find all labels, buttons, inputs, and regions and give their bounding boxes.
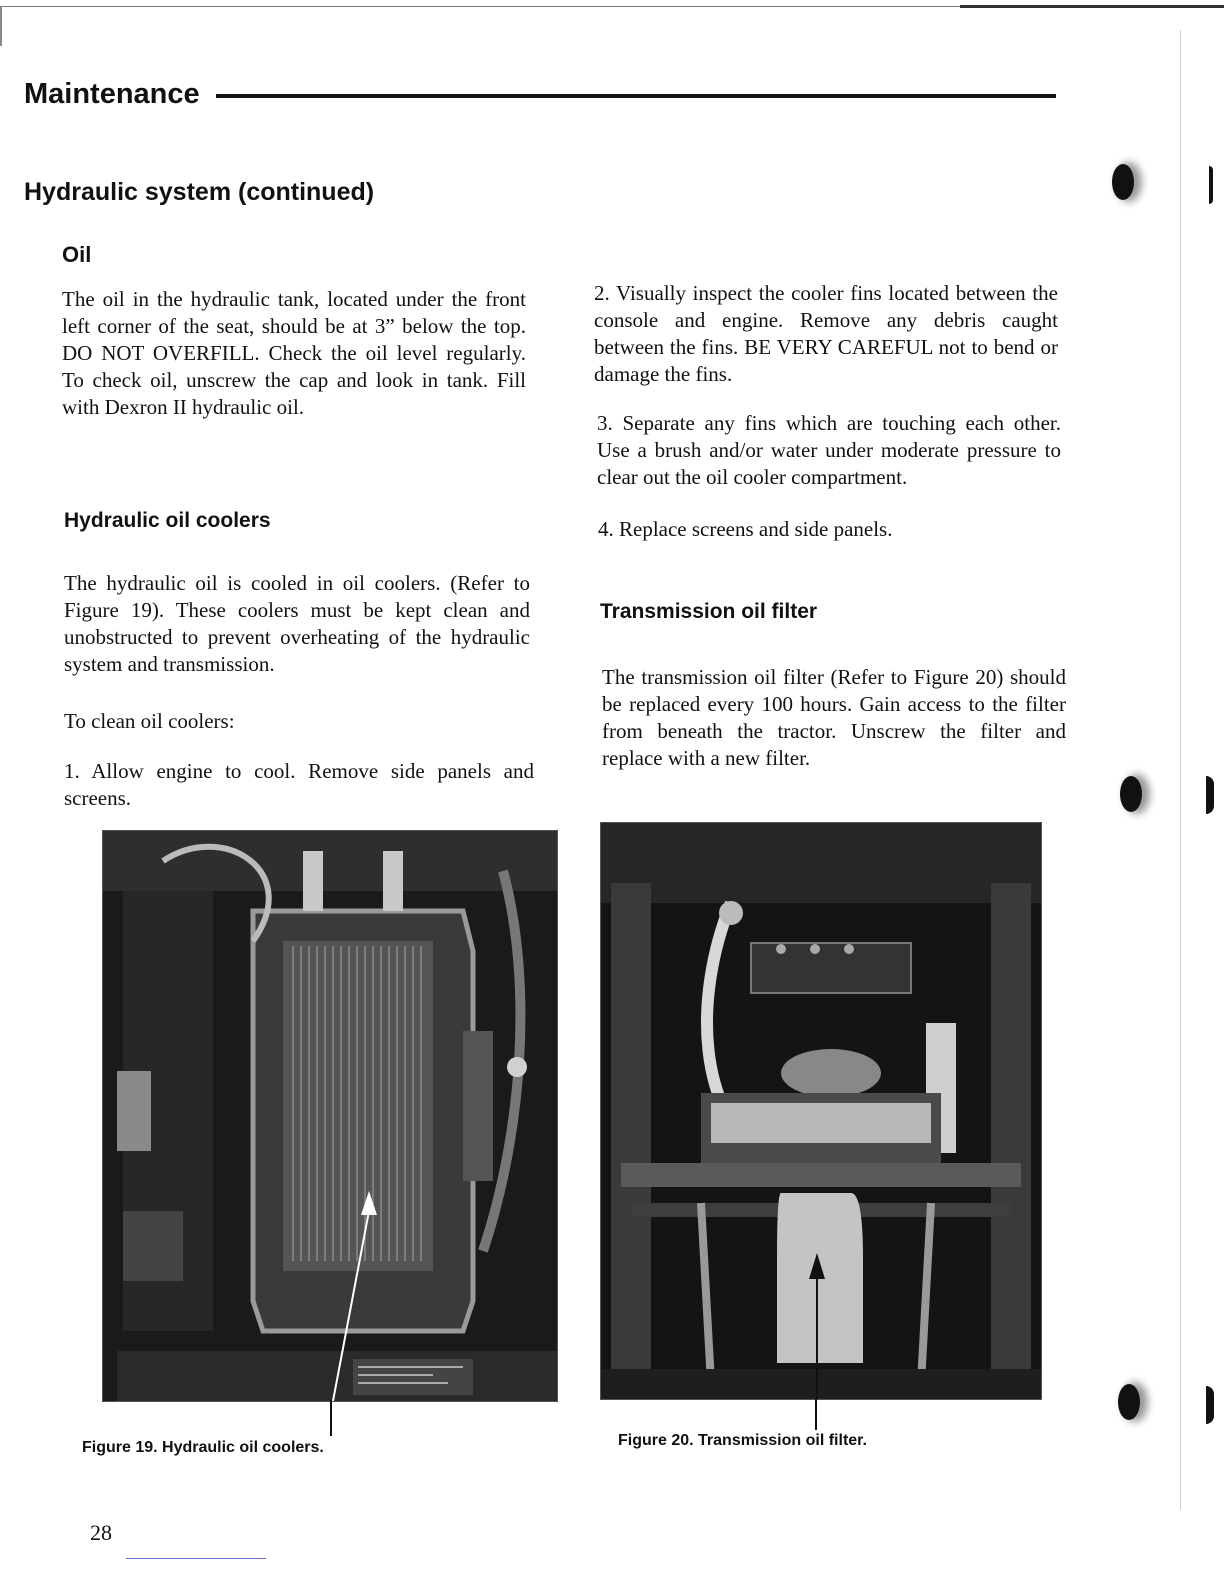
page-header-title: Maintenance: [24, 78, 200, 110]
header-rule: [216, 94, 1056, 98]
cooler-step-1: 1. Allow engine to cool. Remove side panels and screens.: [64, 759, 534, 810]
transmission-heading: Transmission oil filter: [600, 600, 818, 623]
coolers-intro: To clean oil coolers:: [64, 709, 235, 733]
coolers-paragraph: The hydraulic oil is cooled in oil coolers. (Refer to Figure 19). These coolers must be kept clean and unobstructed to prevent overheating of the hydraulic system and transmission.: [64, 571, 530, 676]
transmission-paragraph: The transmission oil filter (Refer to Figure 20) should be replaced every 100 hours. Gain access to the filter from beneath the tractor. Unscrew the filter and replace with a new filter.: [602, 665, 1066, 770]
binder-hole-icon: [1118, 1384, 1140, 1420]
figure-20-caption: Figure 20. Transmission oil filter.: [618, 1432, 867, 1449]
oil-paragraph: The oil in the hydraulic tank, located under the front left corner of the seat, should be at 3” below the top. DO NOT OVERFILL. Check the oil level regularly. To check oil, unscrew the cap and look in tank. Fill with Dexron II hydraulic oil.: [62, 287, 526, 419]
scan-top-edge-dark: [960, 5, 1224, 8]
cooler-step-3: 3. Separate any fins which are touching each other. Use a brush and/or water under moderate pressure to clear out the oil cooler compartment.: [597, 411, 1061, 489]
figure-19-photo: [102, 830, 558, 1402]
binder-edge-mark-icon: [1206, 776, 1214, 814]
page-number: 28: [90, 1520, 112, 1545]
figure-19-caption: Figure 19. Hydraulic oil coolers.: [82, 1439, 324, 1456]
binder-edge-mark-icon: [1209, 166, 1213, 204]
scan-bottom-line: [126, 1558, 266, 1559]
cooler-step-4: 4. Replace screens and side panels.: [598, 517, 893, 541]
oil-heading: Oil: [62, 242, 92, 267]
cooler-step-2: 2. Visually inspect the cooler fins located between the console and engine. Remove any debris caught between the fins. BE VERY CAREFUL not to bend or damage the fins.: [594, 281, 1058, 386]
figure-20-photo: [600, 822, 1042, 1400]
coolers-heading: Hydraulic oil coolers: [64, 509, 271, 532]
binder-hole-icon: [1112, 164, 1134, 200]
section-title: Hydraulic system (continued): [24, 178, 375, 206]
binder-hole-icon: [1120, 776, 1142, 812]
binder-edge-mark-icon: [1206, 1386, 1214, 1424]
figure-19-leader-line: [330, 1400, 332, 1436]
figure-20-leader-line: [815, 1398, 817, 1430]
scan-right-edge: [1180, 30, 1181, 1510]
scan-left-tick: [0, 6, 2, 46]
